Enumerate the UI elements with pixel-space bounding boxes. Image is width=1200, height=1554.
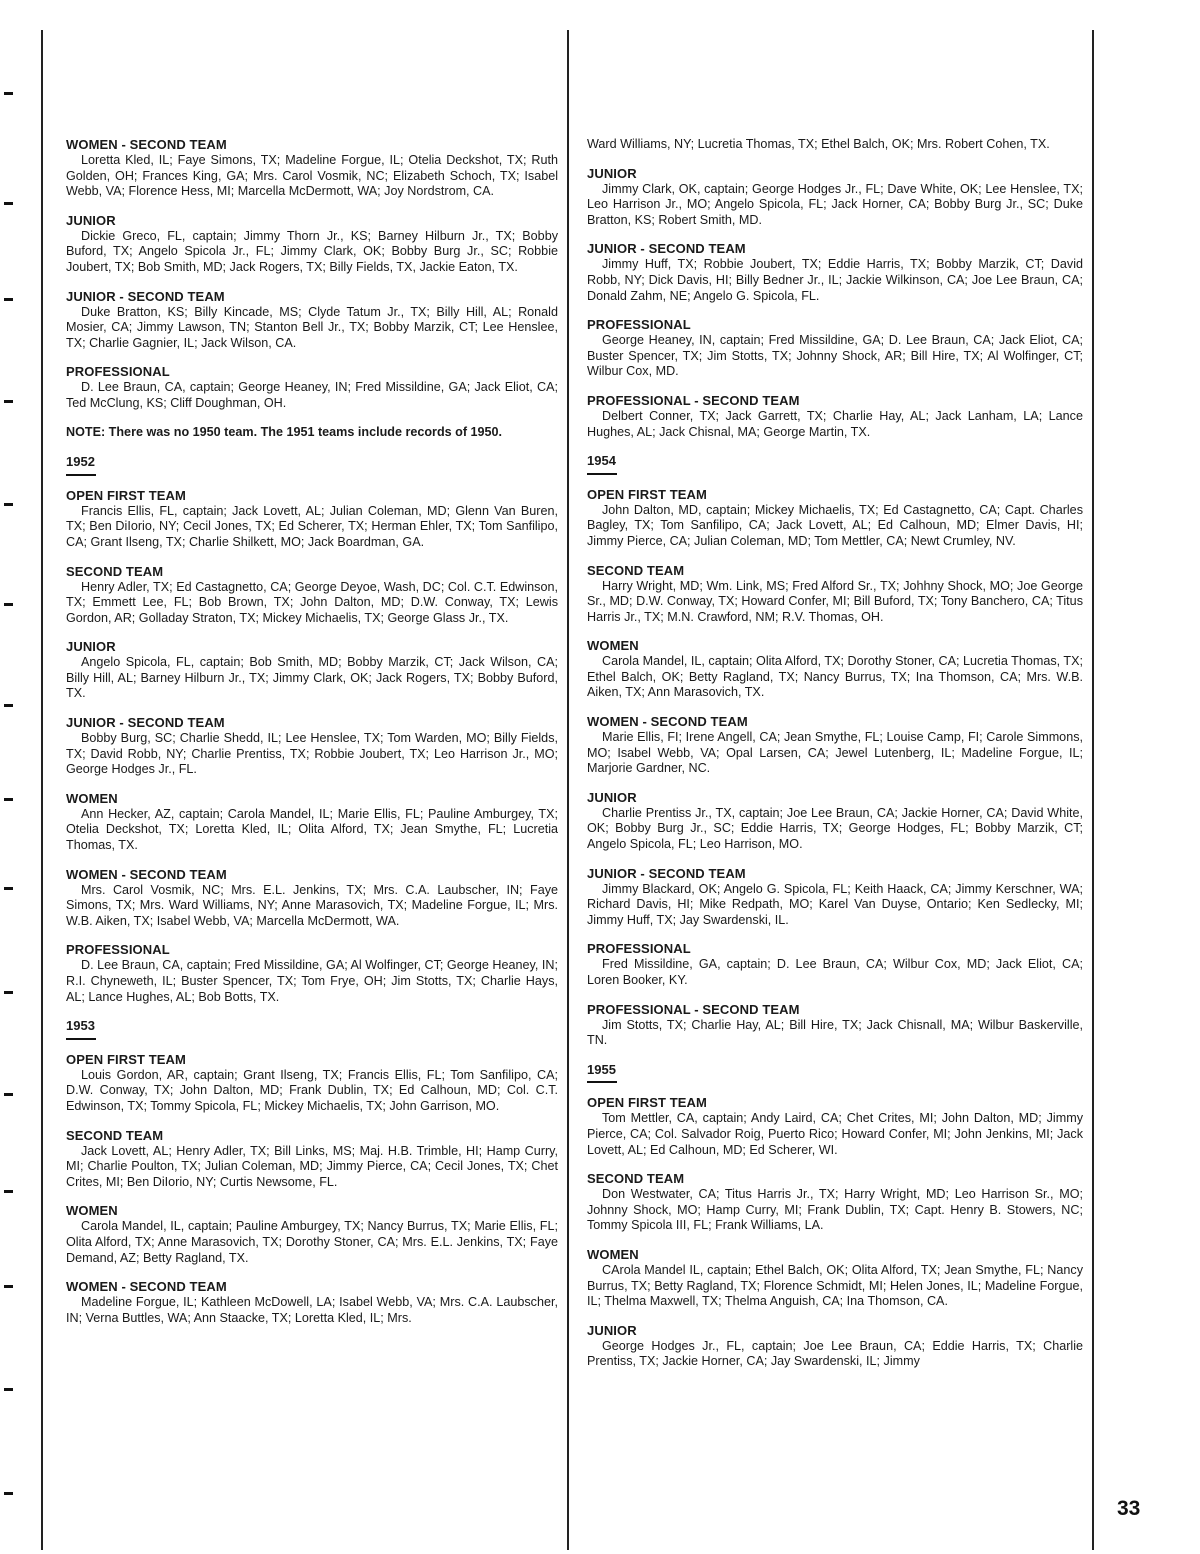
team-heading: OPEN FIRST TEAM — [587, 486, 707, 502]
team-section-professional-second-team — [587, 393, 1083, 440]
team-section-professional — [587, 941, 1083, 988]
team-members: Jimmy Huff, TX; Robbie Joubert, TX; Eddie Harris, TX; Bobby Marzik, CT; David Robb, NY; Dick Davis, HI; Billy Bedner Jr., IL; Jackie Wilkinson, CA; Joe Lee Braun, CA; Donald Zahm, NE; Angelo G. Spicola, FL. — [587, 257, 1083, 303]
team-members: John Dalton, MD, captain; Mickey Michaelis, TX; Ed Castagnetto, CA; Capt. Charles Bagley, TX; Tom Sanfilipo, CA; Jack Lovett, AL; Ed Calhoun, MD; Elmer Davis, HI; Jimmy Pierce, CA; Julian Coleman, MD; Tom Mettler, CA; Newt Crumley, NV. — [587, 502, 1083, 548]
margin-mark — [4, 1388, 13, 1391]
year-label: 1955 — [587, 1061, 616, 1077]
year-underline — [66, 1038, 96, 1040]
team-section-junior-second-team — [66, 715, 558, 778]
team-members: Harry Wright, MD; Wm. Link, MS; Fred Alford Sr., TX; Johhny Shock, MO; Joe George Sr., MD; D.W. Conway, TX; Howard Confer, MI; Bill Buford, TX; Tony Banchero, CA; Titus Harris Jr., TX; M.N. Crawford, NM; R.V. Thomas, OH. — [587, 578, 1083, 624]
team-section-second-team — [587, 1171, 1083, 1234]
team-heading: JUNIOR — [66, 212, 116, 228]
year-label: 1954 — [587, 453, 616, 469]
team-section-professional — [587, 317, 1083, 380]
team-section-women-second-team — [587, 714, 1083, 777]
margin-mark — [4, 798, 13, 801]
team-section-professional — [66, 942, 558, 1005]
team-section-junior — [66, 639, 558, 702]
team-heading: WOMEN - SECOND TEAM — [66, 866, 227, 882]
team-members: Ann Hecker, AZ, captain; Carola Mandel, IL; Marie Ellis, FL; Pauline Amburgey, TX; Otelia Deckshot, TX; Loretta Kled, IL; Olita Alford, TX; Jean Smythe, FL; Lucretia Thomas, TX. — [66, 806, 558, 853]
team-section-junior — [587, 1323, 1083, 1370]
column-rule-right — [1092, 30, 1094, 1550]
page-number: 33 — [1117, 1497, 1141, 1520]
team-members: D. Lee Braun, CA, captain; George Heaney, IN; Fred Missildine, GA; Jack Eliot, CA; Ted McClung, KS; Cliff Doughman, OH. — [66, 380, 558, 410]
team-section-junior-second-team — [587, 241, 1083, 304]
team-section-professional-second-team — [587, 1002, 1083, 1049]
team-section-women — [587, 1247, 1083, 1310]
team-members: Jack Lovett, AL; Henry Adler, TX; Bill Links, MS; Maj. H.B. Trimble, HI; Hamp Curry, MI; Charlie Poulton, TX; Julian Coleman, MD; Jimmy Pierce, CA; Cecil Jones, TX; Chet Crites, MI; Ben DiIorio, NY; Curtis Newsome, FL. — [66, 1143, 558, 1189]
team-heading: SECOND TEAM — [66, 1127, 164, 1143]
team-heading: JUNIOR - SECOND TEAM — [587, 865, 746, 881]
margin-mark — [4, 991, 13, 994]
team-heading: JUNIOR — [587, 1322, 637, 1338]
team-heading: WOMEN - SECOND TEAM — [66, 137, 227, 152]
team-members: Don Westwater, CA; Titus Harris Jr., TX; Harry Wright, MD; Leo Harrison Sr., MO; Johnny Shock, MO; Hamp Curry, MI; Frank Dublin, TX; Capt. Henry B. Stowers, NC; Tommy Spicola III, FL; Frank Williams, LA. — [587, 1187, 1083, 1233]
team-heading: OPEN FIRST TEAM — [587, 1095, 707, 1111]
team-members: Francis Ellis, FL, captain; Jack Lovett, AL; Julian Coleman, MD; Glenn Van Buren, TX; Ben DiIorio, NY; Cecil Jones, TX; Ed Scherer, TX; Herman Ehler, TX; Tom Sanfilipo, CA; Grant Ilseng, TX; Charlie Shilkett, MO; Jack Boardman, GA. — [66, 503, 558, 549]
team-section-professional — [66, 364, 558, 411]
team-section-second-team — [66, 1128, 558, 1191]
note: NOTE: There was no 1950 team. The 1951 teams include records of 1950. — [66, 424, 503, 439]
margin-mark — [4, 298, 13, 301]
team-members: Jim Stotts, TX; Charlie Hay, AL; Bill Hire, TX; Jack Chisnall, MA; Wilbur Baskerville, TN. — [587, 1017, 1083, 1048]
team-section-open-first-team — [66, 1052, 558, 1115]
team-heading: OPEN FIRST TEAM — [66, 487, 186, 503]
team-heading: JUNIOR — [587, 165, 637, 181]
margin-mark — [4, 887, 13, 890]
margin-mark — [4, 92, 13, 95]
year-heading — [587, 453, 1083, 475]
right-column — [587, 137, 1083, 1383]
team-section-junior — [66, 213, 558, 276]
team-members: George Hodges Jr., FL, captain; Joe Lee Braun, CA; Eddie Harris, TX; Charlie Prentiss, TX; Jackie Horner, CA; Jay Swardenski, IL; Jimmy — [587, 1338, 1083, 1369]
team-members: George Heaney, IN, captain; Fred Missildine, GA; D. Lee Braun, CA; Jack Eliot, CA; Buster Spencer, TX; Jim Stotts, TX; Johnny Shock, AR; Bill Hire, TX; Al Wolfinger, CT; Wilbur Cox, MD. — [587, 333, 1083, 379]
team-section-continued — [587, 137, 1083, 153]
year-underline — [587, 473, 617, 475]
team-members: Charlie Prentiss Jr., TX, captain; Joe Lee Braun, CA; Jackie Horner, CA; David White, OK; Bobby Burg Jr., SC; Eddie Harris, TX; George Hodges, FL; Bobby Marzik, CT; Angelo Spicola, FL; Leo Harrison, MO. — [587, 805, 1083, 852]
team-members: Angelo Spicola, FL, captain; Bob Smith, MD; Bobby Marzik, CT; Jack Wilson, CA; Billy Hill, AL; Barney Hilburn Jr., TX; Jimmy Clark, OK; Jack Rogers, TX; Bobby Buford, TX. — [66, 655, 558, 701]
team-section-women — [66, 791, 558, 854]
team-members: Tom Mettler, CA, captain; Andy Laird, CA; Chet Crites, MI; John Dalton, MD; Jimmy Pierce, CA; Col. Salvador Roig, Puerto Rico; Howard Confer, MI; John Jenkins, MI; Jack Lovett, AL; Ed Calhoun, MD; Ed Scherer, WI. — [587, 1111, 1083, 1157]
team-members: CArola Mandel IL, captain; Ethel Balch, OK; Olita Alford, TX; Jean Smythe, FL; Nancy Burrus, TX; Betty Ragland, TX; Florence Schmidt, MI; Helen Jones, IL; Madeline Forgue, IL; Thelma Maxwell, TX; Thelma Anguish, CA; Ina Thomson, CA. — [587, 1262, 1083, 1309]
margin-mark — [4, 400, 13, 403]
team-members: Delbert Conner, TX; Jack Garrett, TX; Charlie Hay, AL; Jack Lanham, LA; Lance Hughes, AL; Jack Chisnal, MA; George Martin, TX. — [587, 408, 1083, 439]
column-rule-middle — [567, 30, 569, 1550]
team-members: Mrs. Carol Vosmik, NC; Mrs. E.L. Jenkins, TX; Mrs. C.A. Laubscher, IN; Faye Simons, TX; Mrs. Ward Williams, NY; Anne Marasovich, TX; Madeline Forgue, IL; Mrs. W.B. Aiken, TX; Isabel Webb, VA; Marcella McDermott, WA. — [66, 882, 558, 928]
year-label: 1952 — [66, 454, 95, 470]
team-heading: SECOND TEAM — [587, 562, 685, 578]
team-members: Henry Adler, TX; Ed Castagnetto, CA; George Deyoe, Wash, DC; Col. C.T. Edwinson, TX; Emmett Lee, FL; Bob Brown, TX; John Dalton, MD; D.W. Conway, TX; Lewis Gordon, AR; Golladay Straton, TX; Mickey Michaelis, TX; George Glass Jr., TX. — [66, 579, 558, 625]
team-heading: PROFESSIONAL - SECOND TEAM — [587, 1001, 800, 1017]
team-section-junior-second-team — [66, 289, 558, 352]
team-section-women — [66, 1203, 558, 1266]
team-members: Louis Gordon, AR, captain; Grant Ilseng, TX; Francis Ellis, FL; Tom Sanfilipo, CA; D.W. Conway, TX; John Dalton, MD; Frank Dublin, TX; Ed Calhoun, MD; Col. C.T. Edwinson, TX; Tommy Spicola, FL; Mickey Michaelis, TX; John Garrison, MO. — [66, 1067, 558, 1113]
team-members: Fred Missildine, GA, captain; D. Lee Braun, CA; Wilbur Cox, MD; Jack Eliot, CA; Loren Booker, KY. — [587, 957, 1083, 987]
team-heading: WOMEN — [66, 1203, 118, 1219]
margin-mark — [4, 503, 13, 506]
team-heading: PROFESSIONAL — [587, 317, 691, 333]
margin-mark — [4, 603, 13, 606]
team-members: Carola Mandel, IL, captain; Olita Alford, TX; Dorothy Stoner, CA; Lucretia Thomas, TX; Ethel Balch, OK; Betty Ragland, TX; Nancy Burrus, TX; Ina Thomson, CA; Mrs. W.B. Aiken, TX; Ann Marasovich, TX. — [587, 654, 1083, 700]
margin-mark — [4, 704, 13, 707]
team-section-women-second-team — [66, 1279, 558, 1326]
team-heading: WOMEN — [587, 638, 639, 654]
team-heading: SECOND TEAM — [587, 1171, 685, 1187]
team-members: D. Lee Braun, CA, captain; Fred Missildine, GA; Al Wolfinger, CT; George Heaney, IN; R.I. Chyneweth, IL; Buster Spencer, TX; Tom Frye, OH; Jim Stotts, TX; Charlie Hays, AL; Lance Hughes, AL; Bob Botts, TX. — [66, 958, 558, 1004]
margin-mark — [4, 1093, 13, 1096]
team-section-open-first-team — [587, 1095, 1083, 1158]
team-section-junior-second-team — [587, 866, 1083, 929]
team-section-women — [587, 638, 1083, 701]
team-members: Bobby Burg, SC; Charlie Shedd, IL; Lee Henslee, TX; Tom Warden, MO; Billy Fields, TX; David Robb, NY; Charlie Prentiss, TX; Robbie Joubert, TX; Leo Harrison Jr., MO; George Hodges Jr., FL. — [66, 731, 558, 777]
year-heading — [66, 454, 558, 476]
team-heading: PROFESSIONAL — [587, 941, 691, 957]
team-heading: JUNIOR - SECOND TEAM — [66, 715, 225, 731]
team-heading: WOMEN — [66, 790, 118, 806]
team-members: Marie Ellis, FI; Irene Angell, CA; Jean Smythe, FL; Louise Camp, FI; Carole Simmons, MO; Isabel Webb, VA; Opal Larsen, CA; Jewel Lutenberg, IL; Madeline Forgue, IL; Marjorie Gardner, NC. — [587, 730, 1083, 776]
team-heading: PROFESSIONAL — [66, 942, 170, 958]
team-heading: OPEN FIRST TEAM — [66, 1051, 186, 1067]
margin-mark — [4, 202, 13, 205]
team-heading: JUNIOR — [587, 789, 637, 805]
team-section-open-first-team — [66, 488, 558, 551]
team-members: Duke Bratton, KS; Billy Kincade, MS; Clyde Tatum Jr., TX; Billy Hill, AL; Ronald Mosier, CA; Jimmy Lawson, TN; Stanton Bell Jr., TX; Bobby Marzik, CT; Lee Henslee, TX; Charlie Gagnier, IL; Jack Wilson, CA. — [66, 304, 558, 350]
team-heading: WOMEN - SECOND TEAM — [66, 1279, 227, 1295]
year-heading — [587, 1062, 1083, 1084]
team-members: Carola Mandel, IL, captain; Pauline Amburgey, TX; Nancy Burrus, TX; Marie Ellis, FL; Olita Alford, TX; Anne Marasovich, TX; Dorothy Stoner, CA; Mrs. E.L. Jenkins, TX; Faye Demand, AZ; Betty Ragland, TX. — [66, 1219, 558, 1265]
team-members: Jimmy Clark, OK, captain; George Hodges Jr., FL; Dave White, OK; Lee Henslee, TX; Leo Harrison Jr., MO; Angelo Spicola, FL; Jack Horner, CA; Bobby Burg Jr., SC; Duke Bratton, KS; Robert Smith, MD. — [587, 181, 1083, 227]
column-rule-left — [41, 30, 43, 1550]
team-heading: SECOND TEAM — [66, 563, 164, 579]
year-heading — [66, 1018, 558, 1040]
margin-mark — [4, 1492, 13, 1495]
margin-mark — [4, 1190, 13, 1193]
team-members: Jimmy Blackard, OK; Angelo G. Spicola, FL; Keith Haack, CA; Jimmy Kerschner, WA; Richard Davis, HI; Mike Redpath, MO; Karel Van Duyse, Ontario; Ken Sedlecky, MI; Jimmy Huff, TX; Jay Swardenski, IL. — [587, 881, 1083, 927]
year-label: 1953 — [66, 1018, 95, 1034]
team-heading: JUNIOR - SECOND TEAM — [66, 288, 225, 304]
team-section-junior — [587, 790, 1083, 853]
team-heading: WOMEN - SECOND TEAM — [587, 714, 748, 730]
year-underline — [587, 1081, 617, 1083]
team-heading: JUNIOR — [66, 639, 116, 655]
team-section-second-team — [587, 563, 1083, 626]
team-heading: PROFESSIONAL - SECOND TEAM — [587, 392, 800, 408]
team-section-junior — [587, 166, 1083, 229]
team-members: Ward Williams, NY; Lucretia Thomas, TX; Ethel Balch, OK; Mrs. Robert Cohen, TX. — [587, 137, 1050, 151]
team-members: Dickie Greco, FL, captain; Jimmy Thorn Jr., KS; Barney Hilburn Jr., TX; Bobby Buford, TX; Angelo Spicola Jr., FL; Jimmy Clark, OK; Bobby Burg Jr., SC; Robbie Joubert, TX; Bob Smith, MD; Jack Rogers, TX; Billy Fields, TX, Jackie Eaton, TX. — [66, 228, 558, 274]
team-section-second-team — [66, 564, 558, 627]
team-section-open-first-team — [587, 487, 1083, 550]
margin-mark — [4, 1285, 13, 1288]
year-underline — [66, 474, 96, 476]
team-section-women-second-team — [66, 867, 558, 930]
team-heading: WOMEN — [587, 1246, 639, 1262]
team-heading: PROFESSIONAL — [66, 364, 170, 380]
left-column — [66, 137, 558, 1339]
team-section-women-second-team — [66, 137, 558, 200]
team-members: Madeline Forgue, IL; Kathleen McDowell, LA; Isabel Webb, VA; Mrs. C.A. Laubscher, IN; Verna Buttles, WA; Ann Staacke, TX; Loretta Kled, IL; Mrs. — [66, 1295, 558, 1325]
team-heading: JUNIOR - SECOND TEAM — [587, 241, 746, 257]
team-members: Loretta Kled, IL; Faye Simons, TX; Madeline Forgue, IL; Otelia Deckshot, TX; Ruth Golden, OH; Frances King, GA; Mrs. Carol Vosmik, NC; Elizabeth Schoch, TX; Isabel Webb, VA; Florence Hess, MI; Marcella McDermott, WA; Joy Nordstrom, CA. — [66, 153, 558, 199]
